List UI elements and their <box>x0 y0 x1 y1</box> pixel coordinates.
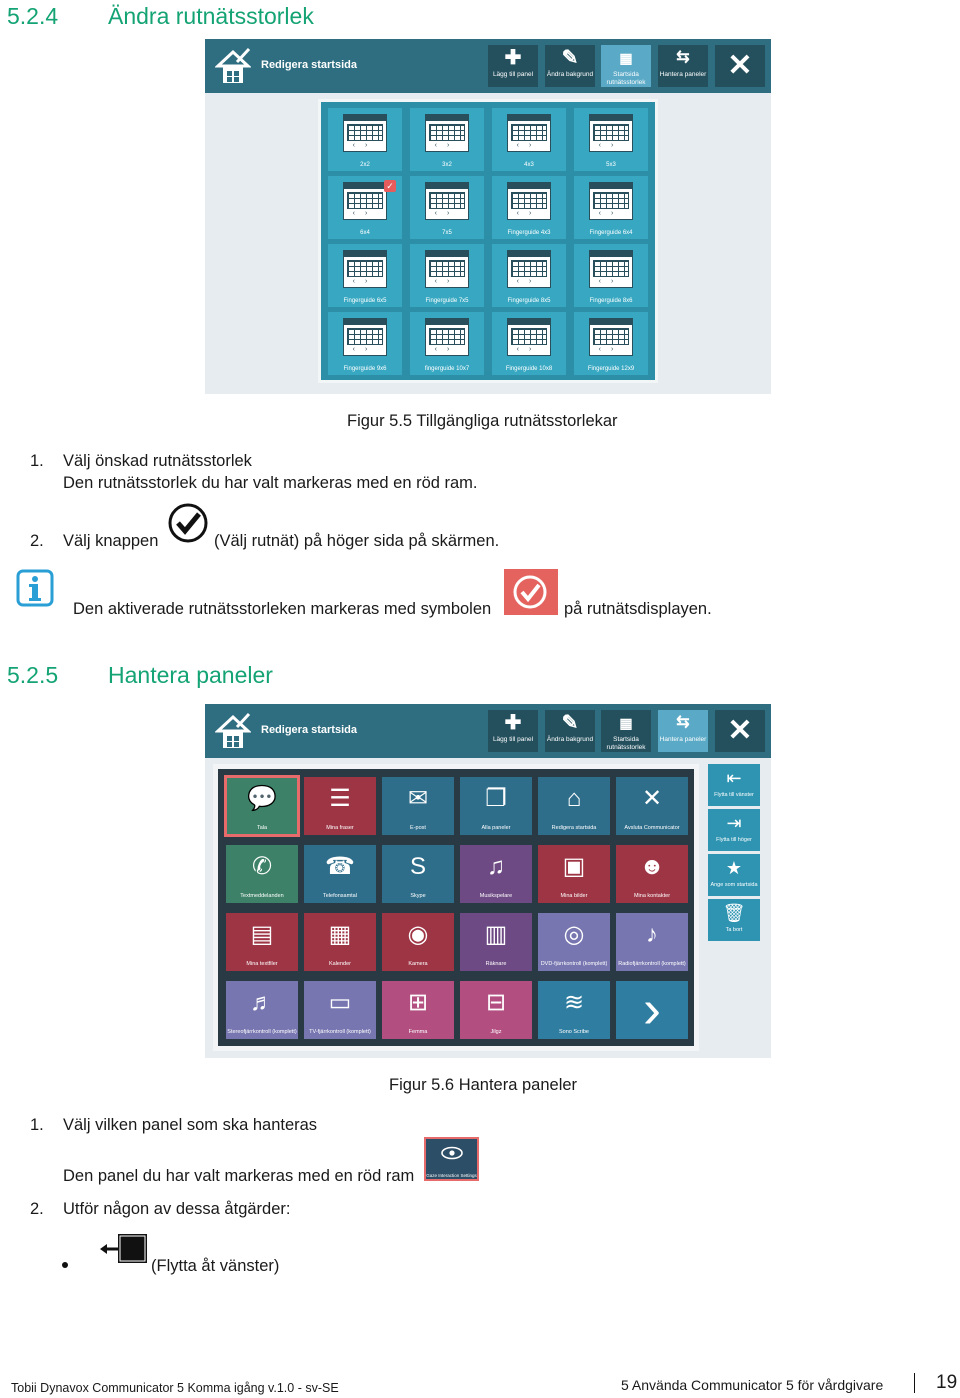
close-button[interactable] <box>715 45 765 87</box>
add-panel-button[interactable]: ✚ Lägg till panel <box>488 710 538 752</box>
panel-label: Radiofjärrkontroll (komplett) <box>618 961 686 967</box>
panel-label: Avsluta Communicator <box>624 825 680 831</box>
grid-preview-icon: ‹› <box>507 318 551 356</box>
grid-size-option[interactable] <box>410 244 484 307</box>
palette-icon: ✎ <box>561 47 579 69</box>
panel-tile[interactable] <box>616 777 688 835</box>
grid-size-label: Fingerguide 8x6 <box>589 298 633 304</box>
panel-tile[interactable] <box>460 777 532 835</box>
grid-size-option[interactable] <box>410 176 484 239</box>
move-right-icon: ⇥ <box>726 813 742 833</box>
info-text-continued: på rutnätsdisplayen. <box>564 600 712 618</box>
panel-label: Textmeddelanden <box>240 893 284 899</box>
plus-icon: ✚ <box>504 712 522 734</box>
grid-size-option[interactable] <box>328 176 402 239</box>
panel-area <box>213 764 699 1051</box>
panel-tile[interactable] <box>616 913 688 971</box>
grid-size-label: 2x2 <box>360 162 370 168</box>
section-number: 5.2.4 <box>7 3 59 29</box>
select-grid-check-icon <box>167 502 209 544</box>
notebook-icon: ▤ <box>250 921 274 948</box>
selected-panel-thumbnail <box>424 1137 479 1181</box>
grid-size-label: fingerguide 10x7 <box>424 366 470 372</box>
panel-label: Redigera startsida <box>551 825 597 831</box>
grid-preview-icon: ‹› <box>425 250 469 288</box>
toolbar-title: Redigera startsida <box>261 724 357 736</box>
add-panel-button[interactable]: ✚ Lägg till panel <box>488 45 538 87</box>
close-icon: ✕ <box>641 785 663 812</box>
panel-label: Tala <box>256 825 268 831</box>
close-button[interactable] <box>715 710 765 752</box>
sono-scribe-icon: ≋ <box>563 989 585 1016</box>
grid-preview-icon: ‹› <box>343 114 387 152</box>
footer-left: Tobii Dynavox Communicator 5 Komma igång v.1.0 - sv-SE <box>11 1381 339 1395</box>
panel-tile[interactable] <box>226 845 298 903</box>
panel-grid <box>218 769 694 1046</box>
panel-tile[interactable] <box>226 913 298 971</box>
grid-preview-icon: ‹› <box>425 114 469 152</box>
phone-call-icon: ☎ <box>325 853 355 880</box>
panel-tile[interactable] <box>382 913 454 971</box>
grid-preview-icon: ‹› <box>343 318 387 356</box>
grid-preview-icon: ‹› <box>507 182 551 220</box>
panel-label: Jilgz <box>490 1029 502 1035</box>
move-right-button[interactable]: ⇥ Flytta till höger <box>708 809 760 851</box>
step-text: Välj önskad rutnätsstorlek <box>63 452 252 470</box>
panel-tile[interactable] <box>538 913 610 971</box>
info-icon <box>16 569 54 607</box>
panel-label: Mina kontakter <box>633 893 671 899</box>
tv-remote-icon: ▭ <box>328 989 352 1016</box>
grid-size-label: 4x3 <box>524 162 534 168</box>
grid-size-option[interactable] <box>328 312 402 375</box>
footer-divider <box>914 1373 915 1393</box>
change-background-button[interactable]: ✎ Ändra bakgrund <box>545 45 595 87</box>
phone-message-icon: ✆ <box>251 853 273 880</box>
grid-size-option[interactable] <box>492 244 566 307</box>
grid-size-option[interactable] <box>492 176 566 239</box>
pictures-icon: ▣ <box>562 853 586 880</box>
grid-size-label: Fingerguide 4x3 <box>507 230 551 236</box>
grid-preview-icon: ‹› <box>589 182 633 220</box>
grid-size-option[interactable] <box>492 108 566 171</box>
panel-tile[interactable] <box>538 981 610 1039</box>
panel-tile[interactable] <box>460 913 532 971</box>
grid-size-button[interactable]: ▦ Startsida rutnätsstorlek <box>601 45 651 87</box>
grid-size-label: Fingerguide 6x4 <box>589 230 633 236</box>
palette-icon: ✎ <box>561 712 579 734</box>
trash-icon: 🗑 <box>722 903 746 923</box>
calendar-icon: ▦ <box>328 921 352 948</box>
manage-panels-icon: ⇆ <box>676 49 690 66</box>
step-text-continued: (Välj rutnät) på höger sida på skärmen. <box>214 532 500 550</box>
panel-tile[interactable] <box>538 845 610 903</box>
music-icon: ♫ <box>487 853 505 880</box>
home-edit-icon: ⌂ <box>566 785 582 812</box>
panel-label: Kalender <box>328 961 352 967</box>
panel-tile[interactable] <box>226 981 298 1039</box>
grid-size-option[interactable] <box>574 108 648 171</box>
panel-label: Alla paneler <box>481 825 511 831</box>
grid-preview-icon: ‹› <box>425 318 469 356</box>
panel-label: Kamera <box>408 961 428 967</box>
panel-tile[interactable] <box>304 845 376 903</box>
move-left-icon: ⇤ <box>726 768 742 788</box>
grid-size-option[interactable] <box>574 312 648 375</box>
panel-label: DVD-fjärrkontroll (komplett) <box>540 961 608 967</box>
page-number: 19 <box>936 1372 958 1393</box>
panel-tile[interactable] <box>616 845 688 903</box>
grid-size-label: Fingerguide 8x5 <box>507 298 551 304</box>
panel-tile[interactable] <box>382 981 454 1039</box>
grid-icon: ▦ <box>619 715 633 731</box>
step-text: Välj knappen <box>63 532 159 550</box>
panel-label: Sono Scribe <box>559 1029 589 1035</box>
grid-preview-icon: ‹› <box>507 114 551 152</box>
skype-icon: S <box>409 853 426 880</box>
panel-tile[interactable] <box>226 777 298 835</box>
panel-tile[interactable] <box>304 981 376 1039</box>
panel-tile[interactable] <box>460 981 532 1039</box>
edit-home-icon <box>215 711 251 751</box>
panel-tile[interactable] <box>304 913 376 971</box>
section-title: Ändra rutnätsstorlek <box>108 3 314 29</box>
grid-preview-icon: ‹› <box>507 250 551 288</box>
calculator-icon: ▥ <box>484 921 508 948</box>
pages-icon: ❐ <box>485 785 507 812</box>
phrases-icon: ☰ <box>329 785 351 812</box>
toolbar <box>205 704 771 758</box>
selected-check-icon: ✓ <box>384 180 396 192</box>
manage-panels-icon: ⇆ <box>676 714 690 731</box>
panel-label: Telefonsamtal <box>323 893 357 899</box>
dvd-remote-icon: ◎ <box>563 921 585 948</box>
bullet <box>62 1262 68 1268</box>
grid-size-option[interactable] <box>328 244 402 307</box>
grid-size-label: Fingerguide 9x6 <box>343 366 387 372</box>
grid-size-label: Fingerguide 10x8 <box>505 366 553 372</box>
plus-icon: ✚ <box>504 47 522 69</box>
panel-label: Räknare <box>485 961 507 967</box>
panel-tile[interactable] <box>460 845 532 903</box>
panel-label: Mina bilder <box>560 893 588 899</box>
grid-size-option[interactable] <box>574 244 648 307</box>
panel-label: Musikspelare <box>479 893 513 899</box>
footer-chapter: 5 Använda Communicator 5 för vårdgivare <box>621 1377 884 1393</box>
speech-bubble-icon: 💬 <box>247 785 277 812</box>
eye-icon <box>441 1146 463 1160</box>
manage-panels-button[interactable]: ⇆ Hantera paneler <box>658 710 708 752</box>
grid-preview-icon: ‹› <box>589 318 633 356</box>
grid-size-label: 7x5 <box>442 230 452 236</box>
grid-size-label: 6x4 <box>360 230 370 236</box>
grid-size-label: 5x3 <box>606 162 616 168</box>
grid-preview-icon: ‹› <box>589 114 633 152</box>
grid-preview-icon: ‹› <box>343 250 387 288</box>
grid-size-label: Fingerguide 12x9 <box>587 366 635 372</box>
section-number: 5.2.5 <box>7 662 59 688</box>
close-icon: ✕ <box>727 714 753 747</box>
grid-size-screenshot <box>205 39 771 394</box>
step-number: 1. <box>30 1116 44 1134</box>
step-detail: Den rutnätsstorlek du har valt markeras med en röd ram. <box>63 474 478 492</box>
panel-label: E-post <box>410 825 426 831</box>
thumbnail-label: Gaze Interaction Settings <box>426 1173 477 1178</box>
grid-size-option[interactable] <box>492 312 566 375</box>
step-number: 2. <box>30 532 44 550</box>
panel-label: Skype <box>410 893 426 899</box>
step-text: Välj vilken panel som ska hanteras <box>63 1116 318 1134</box>
panel-label: Femma <box>408 1029 428 1035</box>
step-number: 2. <box>30 1200 44 1218</box>
grid-icon: ▦ <box>619 50 633 66</box>
contacts-icon: ☻ <box>639 853 665 880</box>
figure-caption: Figur 5.6 Hantera paneler <box>389 1076 578 1094</box>
step-text: Utför någon av dessa åtgärder: <box>63 1200 291 1218</box>
bullet-text: (Flytta åt vänster) <box>151 1257 280 1275</box>
delete-button[interactable]: 🗑 Ta bort <box>708 899 760 941</box>
panel-tile[interactable] <box>538 777 610 835</box>
move-left-icon <box>100 1232 150 1266</box>
envelope-icon: ✉ <box>407 785 429 812</box>
figure-caption: Figur 5.5 Tillgängliga rutnätsstorlekar <box>347 412 618 430</box>
grid-preview-icon: ‹› <box>589 250 633 288</box>
section-title: Hantera paneler <box>108 662 273 688</box>
camera-icon: ◉ <box>407 921 429 948</box>
star-icon: ★ <box>725 858 743 878</box>
panel-label: TV-fjärrkontroll (komplett) <box>309 1029 371 1035</box>
grid-size-option[interactable] <box>410 312 484 375</box>
panel-tile[interactable] <box>304 777 376 835</box>
grid-size-option[interactable] <box>574 176 648 239</box>
five-grid-icon: ⊞ <box>407 989 429 1016</box>
manage-panels-screenshot <box>205 704 771 1058</box>
stereo-remote-icon: ♬ <box>250 989 274 1016</box>
number-grid-icon: ⊟ <box>485 989 507 1016</box>
grid-preview-icon: ‹› <box>343 182 387 220</box>
manage-panels-button[interactable]: ⇆ Hantera paneler <box>658 45 708 87</box>
grid-size-option[interactable] <box>328 108 402 171</box>
move-left-button[interactable]: ⇤ Flytta till vänster <box>708 764 760 806</box>
edit-home-icon <box>215 46 251 86</box>
toolbar <box>205 39 771 93</box>
grid-size-button[interactable]: ▦ Startsida rutnätsstorlek <box>601 710 651 752</box>
next-arrow-icon: › <box>643 979 661 1039</box>
panel-label: Mina fraser <box>326 825 354 831</box>
info-text: Den aktiverade rutnätsstorleken markeras med symbolen <box>73 600 492 618</box>
step-detail: Den panel du har valt markeras med en röd ram <box>63 1167 415 1185</box>
grid-size-label: 3x2 <box>442 162 452 168</box>
step-number: 1. <box>30 452 44 470</box>
grid-size-label: Fingerguide 6x5 <box>343 298 387 304</box>
panel-label: Mina textfiler <box>246 961 278 967</box>
active-grid-symbol-icon <box>504 569 558 615</box>
panel-tile[interactable] <box>616 981 688 1039</box>
grid-preview-icon: ‹› <box>425 182 469 220</box>
radio-remote-icon: ♪ <box>646 921 658 948</box>
set-as-home-button[interactable]: ★ Ange som startsida <box>708 854 760 896</box>
grid-size-panel <box>318 99 658 383</box>
panel-tile[interactable] <box>382 777 454 835</box>
panel-label: Stereofjärrkontroll (komplett) <box>227 1029 297 1035</box>
close-icon: ✕ <box>727 49 753 82</box>
grid-size-label: Fingerguide 7x5 <box>425 298 469 304</box>
panel-tile[interactable] <box>382 845 454 903</box>
change-background-button[interactable]: ✎ Ändra bakgrund <box>545 710 595 752</box>
toolbar-title: Redigera startsida <box>261 59 357 71</box>
grid-size-option[interactable] <box>410 108 484 171</box>
